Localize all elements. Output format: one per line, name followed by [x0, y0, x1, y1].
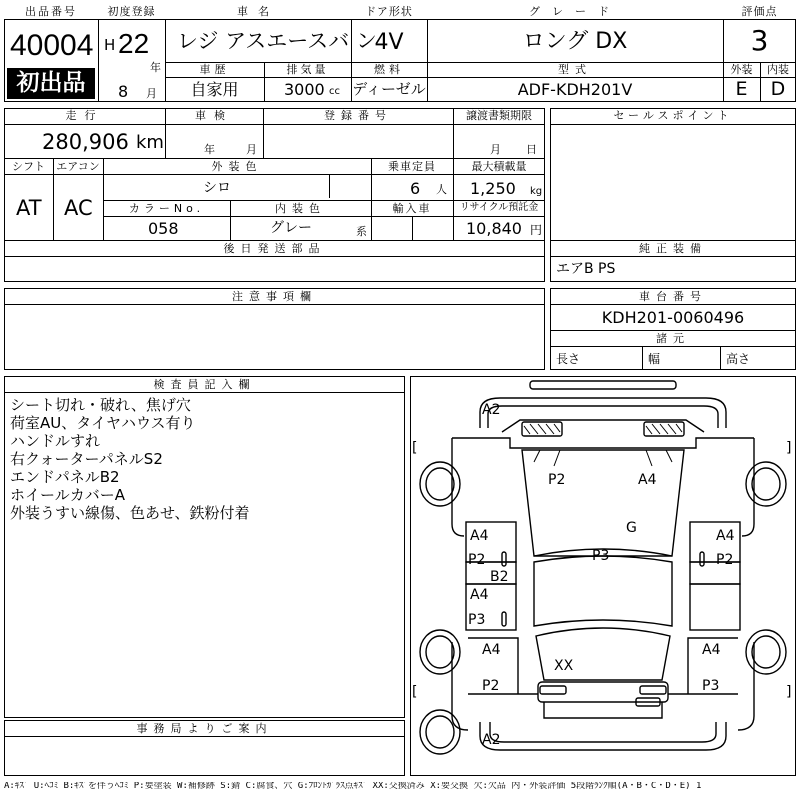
inspection-label: 車検 — [195, 109, 233, 122]
exterior-label: 外装 — [730, 63, 753, 76]
interior-label: 内装 — [767, 63, 789, 76]
later-parts-label: 後日発送部品 — [223, 242, 326, 255]
genuine-equipment-label: 純正装備 — [639, 242, 707, 255]
chassis-label: 車台番号 — [639, 290, 707, 303]
int-color-suffix: 系 — [356, 225, 367, 238]
grade: ロング DX — [522, 29, 628, 54]
model-code-label: 型式 — [558, 63, 592, 76]
fuel: ディーゼル — [352, 80, 426, 98]
chassis-number: KDH201-0060496 — [601, 308, 745, 327]
recycle-label: リサイクル預託金 — [459, 202, 539, 213]
exterior-grade: E — [735, 78, 748, 100]
inspector-note: 荷室AU、タイヤハウス有り — [10, 414, 196, 432]
mileage-unit: km — [136, 132, 164, 153]
damage-mark: A4 — [482, 642, 501, 658]
year-unit: 年 — [150, 61, 161, 74]
damage-mark: A2 — [482, 732, 501, 748]
transfer-month-unit: 月 — [490, 143, 501, 156]
door-type: 4V — [374, 30, 404, 55]
car-diagram — [410, 376, 796, 776]
displacement-unit: cc — [329, 86, 340, 97]
sales-points-label: セールスポイント — [613, 109, 733, 122]
damage-mark: P3 — [468, 612, 486, 628]
lot-number-label: 出品番号 — [4, 4, 98, 20]
displacement-label: 排気量 — [286, 63, 329, 76]
damage-legend: A:ｷｽﾞ U:ﾍｺﾐ B:ｷｽﾞを伴うﾍｺﾐ P:要塗装 W:補修跡 S:錆 C:腐食、穴 G:ﾌﾛﾝﾄｶﾞﾗｽ点ｷｽﾞ XX:交換済み X:要交換 欠:欠品 内・外装評価 5段階ﾗﾝｸ順(A・B・C・D・E) 1 — [4, 782, 702, 791]
damage-mark: A4 — [638, 472, 657, 488]
inspector-notes — [10, 396, 402, 522]
diagram-bracket: ] — [786, 684, 792, 700]
model-name: レジ アスエースバ ン — [177, 29, 377, 53]
damage-mark: B2 — [490, 569, 509, 585]
era: H — [104, 36, 116, 54]
capacity-label: 乗車定員 — [388, 160, 436, 173]
inspector-note: 外装うすい線傷、色あせ、鉄粉付着 — [10, 504, 250, 522]
month-unit: 月 — [146, 87, 157, 100]
diagram-bracket: [ — [412, 684, 418, 700]
damage-mark: P3 — [592, 548, 610, 564]
inspector-note: シート切れ・破れ、焦げ穴 — [10, 396, 191, 414]
capacity: 6 — [410, 179, 421, 198]
damage-mark: G — [626, 520, 637, 536]
color-no-label: カラーNo. — [128, 202, 205, 215]
inspector-note: エンドパネルB2 — [10, 468, 120, 486]
damage-mark: A4 — [702, 642, 721, 658]
mileage-label: 走行 — [65, 109, 104, 122]
lot-number-cell — [4, 4, 98, 102]
first-listing-badge: 初出品 — [7, 68, 95, 99]
office-notice-label: 事務局よりご案内 — [136, 722, 273, 735]
mileage: 280,906 — [42, 130, 129, 154]
damage-mark: A4 — [470, 587, 489, 603]
diagram-bracket: [ — [412, 440, 418, 456]
color-no: 058 — [148, 219, 179, 238]
registration-year: 22 — [118, 28, 150, 59]
ac: AC — [64, 196, 93, 220]
inspection-month-unit: 月 — [246, 143, 257, 156]
int-color: グレー — [270, 220, 312, 236]
width-label: 幅 — [648, 352, 661, 366]
transfer-day-unit: 日 — [526, 143, 537, 156]
recycle-unit: 円 — [530, 223, 543, 237]
damage-mark: XX — [554, 658, 574, 674]
shift-label: シフト — [12, 160, 45, 173]
ac-label: エアコン — [56, 160, 100, 173]
import-label: 輸入車 — [392, 202, 432, 215]
model-name-label: 車名 — [165, 4, 351, 20]
door-type-label: ドア形状 — [351, 4, 427, 20]
inspection-year-unit: 年 — [204, 143, 215, 156]
int-color-label: 内装色 — [275, 202, 326, 215]
max-load-label: 最大積載量 — [471, 160, 527, 173]
transfer-deadline-label: 譲渡書類期限 — [466, 109, 532, 122]
damage-mark: A4 — [470, 528, 489, 544]
inspector-note: 右クォーターパネルS2 — [10, 450, 163, 468]
score-label: 評価点 — [723, 4, 796, 20]
capacity-unit: 人 — [436, 183, 447, 196]
caution-label: 注意事項欄 — [232, 290, 317, 303]
dims-label: 諸元 — [656, 332, 690, 345]
recycle-deposit: 10,840 — [466, 219, 522, 238]
model-code: ADF-KDH201V — [517, 80, 633, 99]
history-label: 車歴 — [199, 63, 230, 76]
door-type-cell — [351, 4, 427, 62]
first-registration-label: 初度登録 — [98, 4, 165, 20]
damage-mark: P2 — [482, 678, 500, 694]
diagram-bracket: ] — [786, 440, 792, 456]
damage-mark: P2 — [548, 472, 566, 488]
lot-number: 40004 — [10, 29, 94, 62]
shift: AT — [16, 196, 42, 220]
model-name-cell — [165, 4, 377, 62]
ext-color-label: 外装色 — [211, 160, 263, 173]
interior-grade: D — [770, 78, 786, 100]
reg-no-label: 登録番号 — [324, 109, 392, 122]
grade-cell — [427, 4, 723, 62]
damage-mark: P3 — [702, 678, 720, 694]
score: 3 — [750, 24, 769, 57]
grade-label: グレード — [427, 4, 723, 20]
inspector-label: 検査員記入欄 — [153, 378, 256, 391]
displacement: 3000 — [284, 80, 325, 99]
length-label: 長さ — [556, 352, 581, 366]
damage-mark: A2 — [482, 402, 501, 418]
ext-color: シロ — [203, 180, 231, 196]
genuine-equipment: エアB PS — [556, 261, 616, 277]
inspector-note: ホイールカバーA — [10, 486, 125, 504]
damage-mark: P2 — [716, 552, 734, 568]
damage-mark: A4 — [716, 528, 735, 544]
inspector-note: ハンドルすれ — [10, 432, 101, 450]
first-registration-cell — [98, 4, 165, 102]
fuel-label: 燃料 — [374, 63, 404, 76]
height-label: 高さ — [726, 352, 751, 366]
max-load: 1,250 — [470, 179, 516, 198]
damage-mark: P2 — [468, 552, 486, 568]
max-load-unit: kg — [530, 186, 543, 197]
history: 自家用 — [190, 80, 239, 99]
registration-month: 8 — [118, 82, 129, 101]
